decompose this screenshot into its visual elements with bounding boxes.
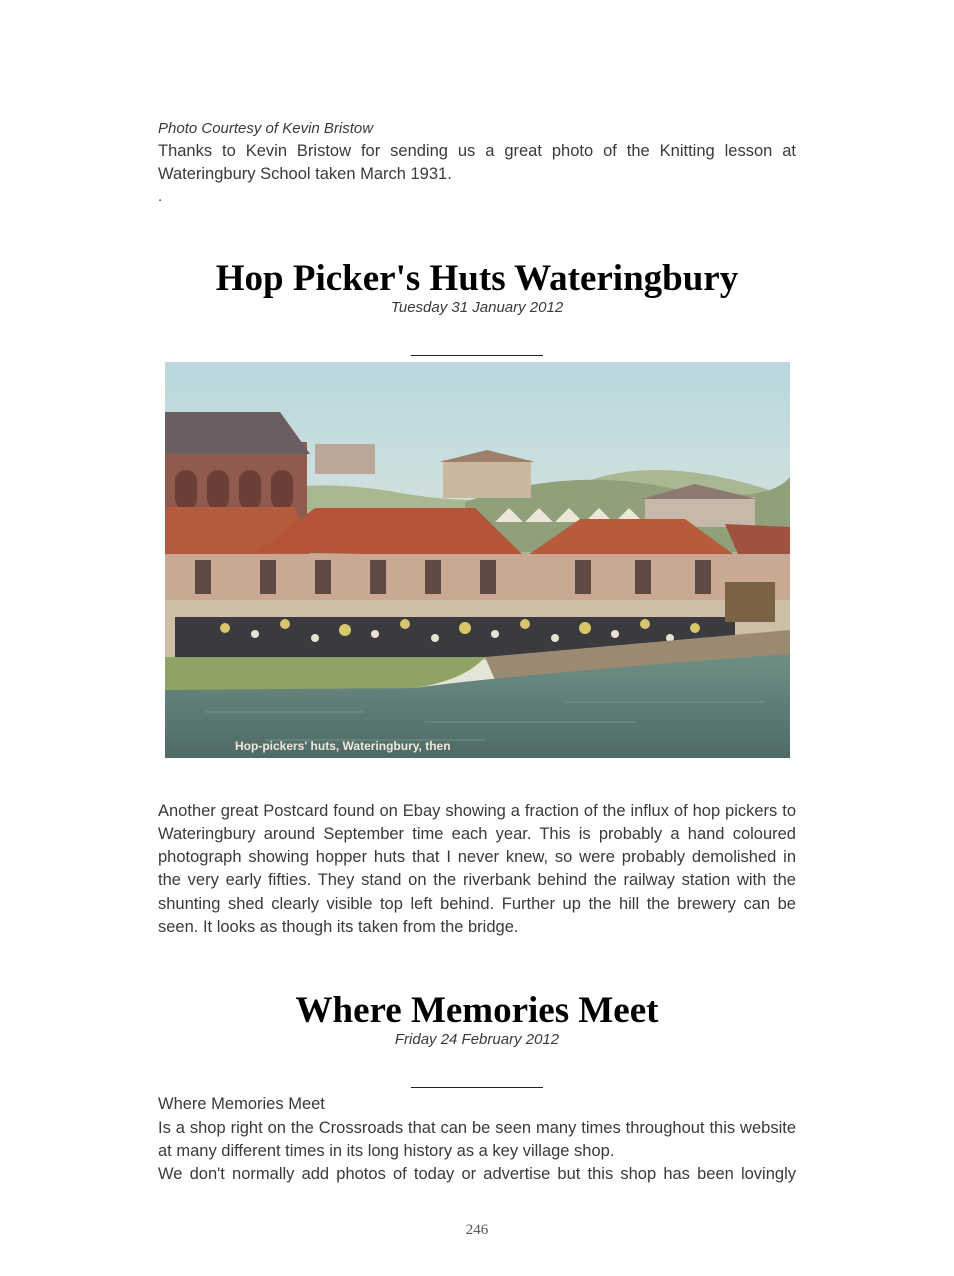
- shop-description: Is a shop right on the Crossroads that can be seen many times throughout this website at many different times in its long history as a key village shop.: [158, 1118, 796, 1160]
- postcard-caption: Hop-pickers' huts, Wateringbury, then: [234, 738, 451, 753]
- hop-pickers-body: Another great Postcard found on Ebay showing a fraction of the influx of hop pickers to Wateringbury around September time each year. This is probably a hand coloured photograph showing hopper huts that I never knew, so were probably demolished in the very early fifties. They stand on the riverbank behind the railway station with the shunting shed clearly visible top left behind. Further up the hill the brewery can be seen. It looks as though its taken from the bridge.: [158, 801, 796, 937]
- post-date-where-memories-meet: Friday 24 February 2012: [394, 1031, 560, 1049]
- photo-credit: Photo Courtesy of Kevin Bristow: [158, 120, 374, 137]
- hop-pickers-postcard-image: [165, 362, 790, 758]
- post-date-hop-pickers: Tuesday 31 January 2012: [390, 298, 564, 316]
- shop-description-continued: We don't normally add photos of today or advertise but this shop has been lovingly: [158, 1165, 796, 1184]
- dot-line: .: [158, 187, 163, 205]
- intro-text: Thanks to Kevin Bristow for sending us a great photo of the Knitting lesson at Wateringbury School taken March 1931.: [158, 142, 796, 184]
- post-title-hop-pickers: Hop Picker's Huts Wateringbury: [215, 257, 739, 299]
- shop-name-line: Where Memories Meet: [158, 1095, 325, 1114]
- post-title-where-memories-meet: Where Memories Meet: [295, 990, 659, 1032]
- page-number: 246: [465, 1222, 489, 1238]
- page-content: [158, 117, 796, 1187]
